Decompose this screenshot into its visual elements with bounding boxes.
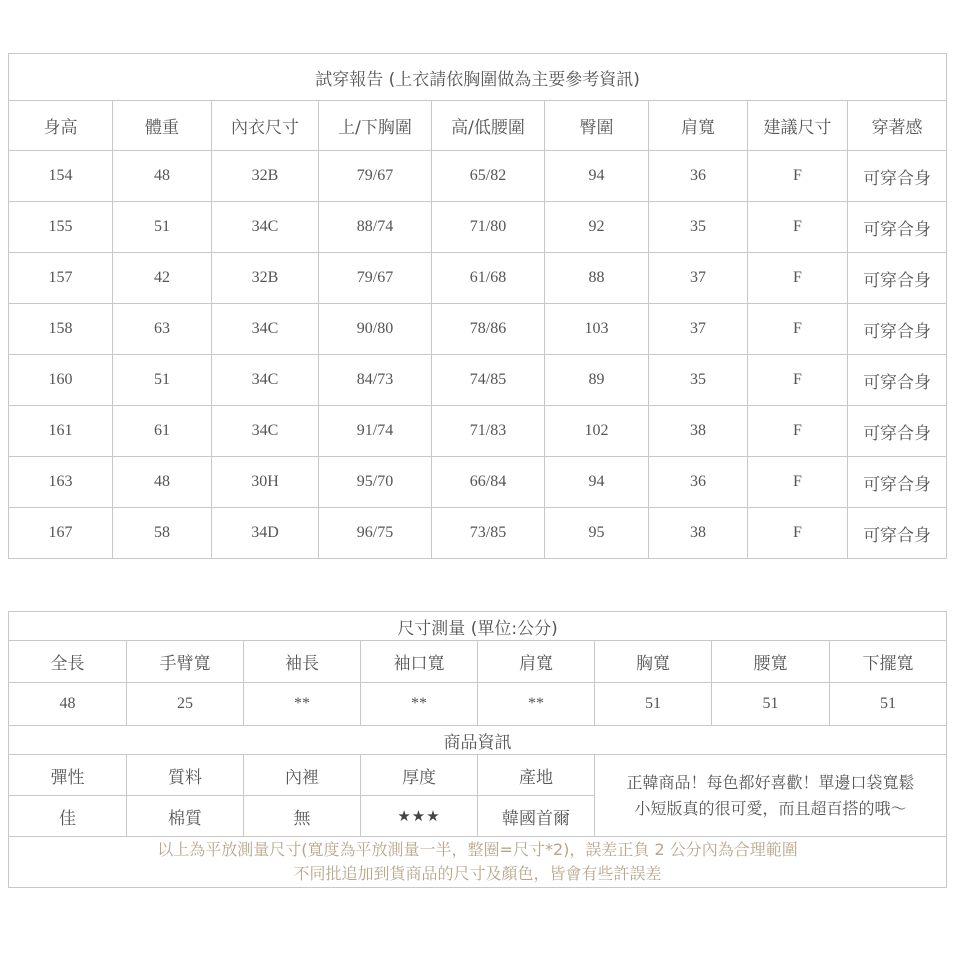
table-cell: 34C — [212, 355, 319, 406]
product-info-header-cell: 彈性 — [9, 755, 127, 796]
size-value-cell: 51 — [595, 683, 712, 726]
table-cell: 可穿合身 — [848, 202, 947, 253]
table-cell: 36 — [649, 457, 748, 508]
fit-report-body — [9, 151, 947, 559]
table-cell: 可穿合身 — [848, 304, 947, 355]
header-cell: 上/下胸圍 — [319, 101, 432, 151]
table-cell: 90/80 — [319, 304, 432, 355]
fit-report-header-row — [9, 101, 947, 151]
table-cell: 161 — [9, 406, 113, 457]
table-cell: 30H — [212, 457, 319, 508]
table-cell: 58 — [113, 508, 212, 559]
product-info-header-cell: 質料 — [127, 755, 244, 796]
table-cell: 167 — [9, 508, 113, 559]
table-cell: 96/75 — [319, 508, 432, 559]
table-cell: 78/86 — [432, 304, 545, 355]
table-cell: 92 — [545, 202, 649, 253]
size-value-cell: 51 — [712, 683, 830, 726]
table-cell: 61/68 — [432, 253, 545, 304]
size-value-cell: 48 — [9, 683, 127, 726]
table-cell: 34C — [212, 406, 319, 457]
table-cell: 158 — [9, 304, 113, 355]
table-cell: 65/82 — [432, 151, 545, 202]
header-cell: 高/低腰圍 — [432, 101, 545, 151]
product-info-value-cell: 佳 — [9, 796, 127, 837]
table-cell: 88 — [545, 253, 649, 304]
table-cell: 66/84 — [432, 457, 545, 508]
thickness-rating-stars: ★★★ — [361, 796, 478, 837]
table-row — [9, 253, 947, 304]
table-cell: F — [748, 457, 848, 508]
fit-report-table — [8, 53, 947, 559]
product-info-header-cell: 內裡 — [244, 755, 361, 796]
product-info-header-row — [9, 755, 947, 796]
table-cell: 95 — [545, 508, 649, 559]
table-cell: 37 — [649, 304, 748, 355]
size-header-cell: 胸寬 — [595, 641, 712, 683]
table-cell: 79/67 — [319, 151, 432, 202]
table-cell: 103 — [545, 304, 649, 355]
table-cell: 32B — [212, 253, 319, 304]
size-value-cell: ** — [361, 683, 478, 726]
table-cell: 71/83 — [432, 406, 545, 457]
table-cell: 可穿合身 — [848, 151, 947, 202]
measurement-note-line-1: 以上為平放測量尺寸(寬度為平放測量一半，整圈=尺寸*2)，誤差正負 2 公分內為合理範圍 — [157, 840, 798, 859]
product-info-header-cell: 厚度 — [361, 755, 478, 796]
size-measure-table — [8, 611, 947, 888]
table-cell: 102 — [545, 406, 649, 457]
table-cell: 157 — [9, 253, 113, 304]
product-description-line-2: 小短版真的很可愛，而且超百搭的哦～ — [634, 798, 907, 818]
table-cell: 48 — [113, 151, 212, 202]
size-header-cell: 腰寬 — [712, 641, 830, 683]
table-row — [9, 151, 947, 202]
table-cell: 74/85 — [432, 355, 545, 406]
table-cell: 51 — [113, 355, 212, 406]
table-cell: 73/85 — [432, 508, 545, 559]
table-cell: 可穿合身 — [848, 508, 947, 559]
table-cell: 79/67 — [319, 253, 432, 304]
table-cell: F — [748, 202, 848, 253]
size-value-cell: ** — [244, 683, 361, 726]
size-header-cell: 袖長 — [244, 641, 361, 683]
size-values-row — [9, 683, 947, 726]
size-value-cell: ** — [478, 683, 595, 726]
table-cell: 61 — [113, 406, 212, 457]
product-info-header-cell: 產地 — [478, 755, 595, 796]
header-cell: 穿著感 — [848, 101, 947, 151]
size-header-row — [9, 641, 947, 683]
table-cell: 88/74 — [319, 202, 432, 253]
header-cell: 肩寬 — [649, 101, 748, 151]
size-header-cell: 全長 — [9, 641, 127, 683]
table-cell: 51 — [113, 202, 212, 253]
table-cell: 89 — [545, 355, 649, 406]
table-cell: 63 — [113, 304, 212, 355]
product-info-title: 商品資訊 — [9, 726, 947, 755]
header-cell: 臀圍 — [545, 101, 649, 151]
table-row — [9, 457, 947, 508]
table-row — [9, 304, 947, 355]
product-info-value-cell: 韓國首爾 — [478, 796, 595, 837]
table-cell: 155 — [9, 202, 113, 253]
table-cell: 160 — [9, 355, 113, 406]
table-cell: F — [748, 253, 848, 304]
table-row — [9, 406, 947, 457]
table-cell: 38 — [649, 508, 748, 559]
table-cell: F — [748, 304, 848, 355]
table-cell: F — [748, 406, 848, 457]
size-header-cell: 袖口寬 — [361, 641, 478, 683]
header-cell: 內衣尺寸 — [212, 101, 319, 151]
product-info-value-cell: 無 — [244, 796, 361, 837]
table-row — [9, 355, 947, 406]
table-cell: 可穿合身 — [848, 253, 947, 304]
size-header-cell: 肩寬 — [478, 641, 595, 683]
product-description — [595, 755, 947, 837]
table-cell: 36 — [649, 151, 748, 202]
size-header-cell: 下擺寬 — [830, 641, 947, 683]
size-measure-title: 尺寸測量 (單位:公分) — [9, 612, 947, 641]
size-value-cell: 51 — [830, 683, 947, 726]
table-cell: 94 — [545, 457, 649, 508]
table-row — [9, 508, 947, 559]
fit-report-title: 試穿報告 (上衣請依胸圍做為主要參考資訊) — [9, 54, 947, 101]
header-cell: 體重 — [113, 101, 212, 151]
table-cell: 可穿合身 — [848, 457, 947, 508]
measurement-note — [9, 837, 947, 888]
table-cell: F — [748, 355, 848, 406]
table-cell: 95/70 — [319, 457, 432, 508]
size-header-cell: 手臂寬 — [127, 641, 244, 683]
table-cell: 可穿合身 — [848, 355, 947, 406]
table-cell: 71/80 — [432, 202, 545, 253]
table-cell: 91/74 — [319, 406, 432, 457]
table-cell: 34D — [212, 508, 319, 559]
header-cell: 身高 — [9, 101, 113, 151]
product-description-line-1: 正韓商品！每色都好喜歡！單邊口袋寬鬆 — [626, 772, 915, 792]
table-cell: 37 — [649, 253, 748, 304]
table-cell: 84/73 — [319, 355, 432, 406]
header-cell: 建議尺寸 — [748, 101, 848, 151]
table-cell: 42 — [113, 253, 212, 304]
table-cell: 48 — [113, 457, 212, 508]
table-cell: 34C — [212, 304, 319, 355]
table-cell: 35 — [649, 202, 748, 253]
table-cell: 34C — [212, 202, 319, 253]
table-cell: 可穿合身 — [848, 406, 947, 457]
table-cell: 32B — [212, 151, 319, 202]
measurement-note-line-2: 不同批追加到貨商品的尺寸及顏色，皆會有些許誤差 — [293, 864, 662, 883]
product-info-value-cell: 棉質 — [127, 796, 244, 837]
table-cell: 35 — [649, 355, 748, 406]
table-cell: 163 — [9, 457, 113, 508]
table-row — [9, 202, 947, 253]
table-cell: F — [748, 151, 848, 202]
table-cell: 94 — [545, 151, 649, 202]
size-value-cell: 25 — [127, 683, 244, 726]
table-cell: 38 — [649, 406, 748, 457]
table-cell: F — [748, 508, 848, 559]
table-cell: 154 — [9, 151, 113, 202]
